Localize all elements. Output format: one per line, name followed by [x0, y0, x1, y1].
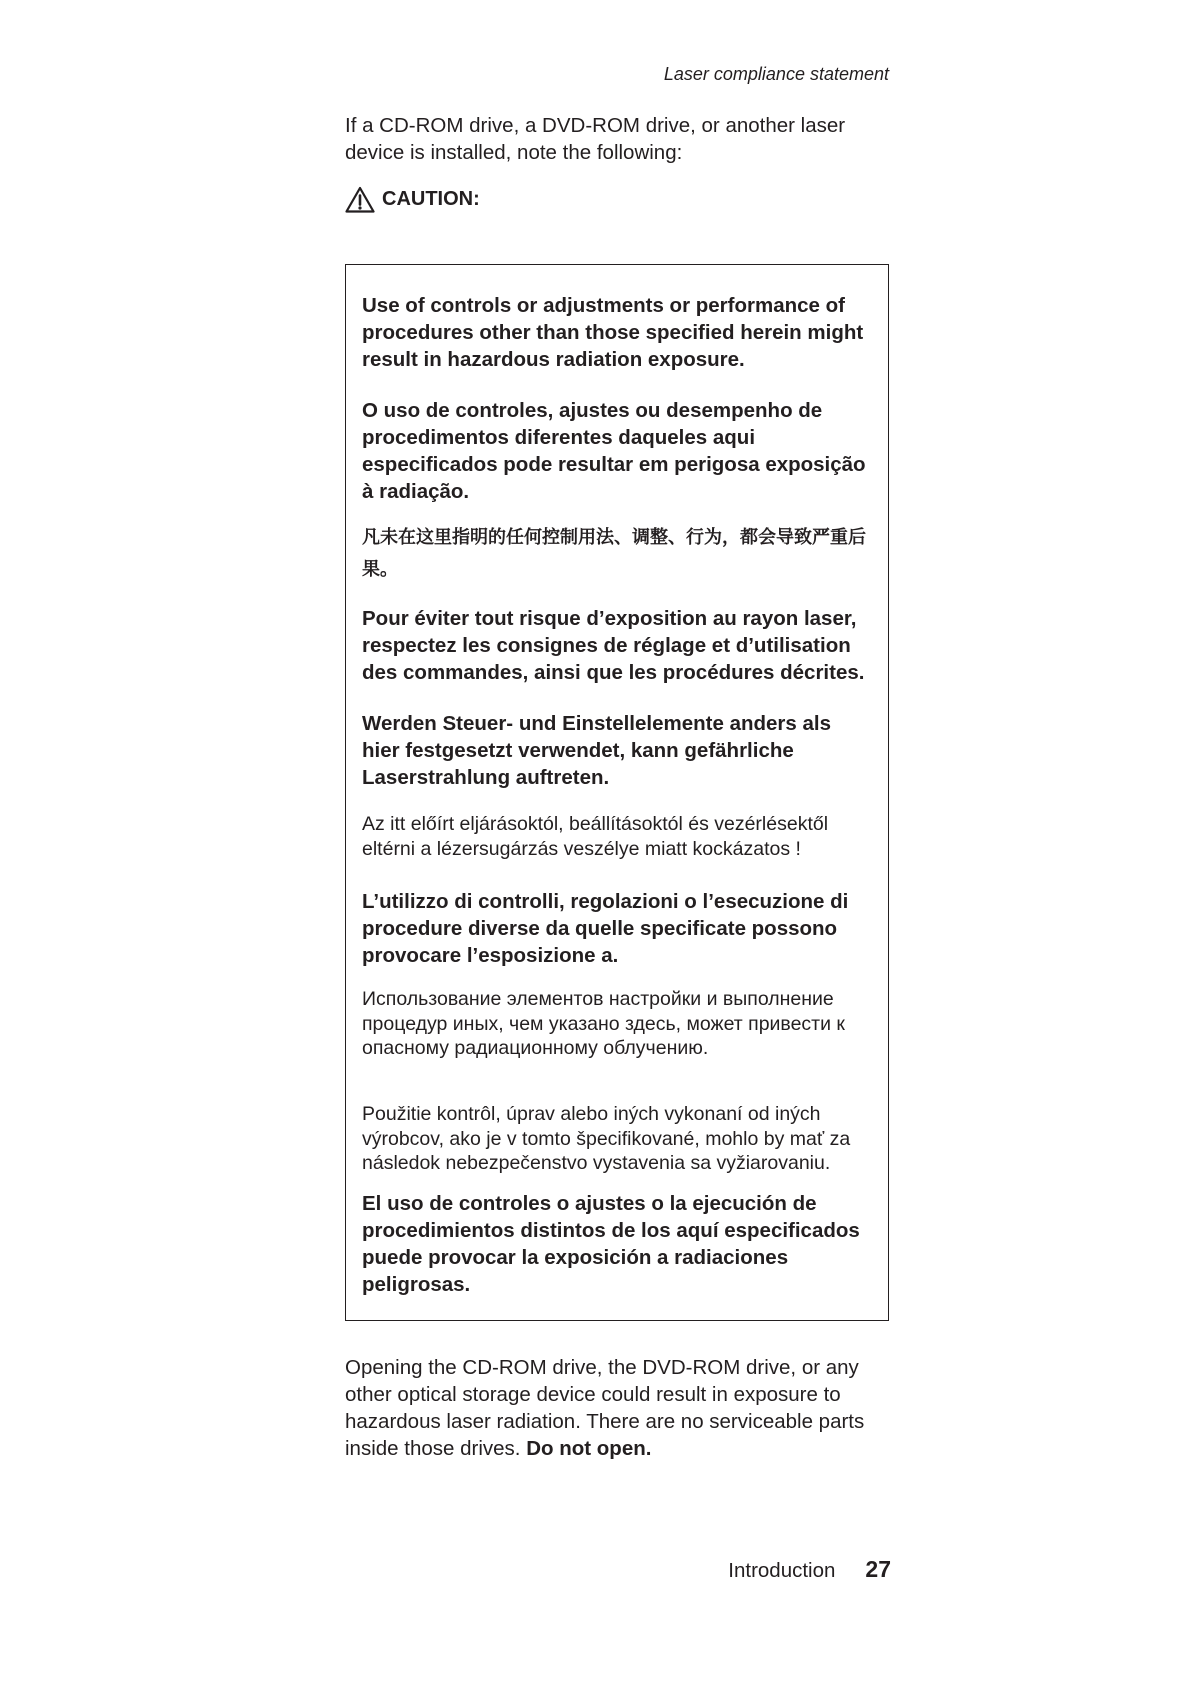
notice-english: Use of controls or adjustments or performance of procedures other than those specified herein might result in hazardous radiation exposure. [362, 294, 864, 371]
multilingual-caution-box [345, 264, 889, 1321]
notice-hungarian: Az itt előírt eljárásoktól, beállításoktól és vezérlésektől eltérni a lézersugárzás veszélye miatt kockázatos ! [362, 813, 829, 860]
notice-russian: Использование элементов настройки и выполнение процедур иных, чем указано здесь, может привести к опасному радиационному облучению. [362, 988, 845, 1059]
caution-label: CAUTION: [382, 188, 480, 210]
notice-italian: L’utilizzo di controlli, regolazioni o l’esecuzione di procedure diverse da quelle specificate possono provocare l’esposizione a. [362, 890, 849, 967]
intro-paragraph: If a CD-ROM drive, a DVD-ROM drive, or another laser device is installed, note the following: [345, 114, 846, 164]
notice-german: Werden Steuer- und Einstellelemente anders als hier festgesetzt verwendet, kann gefährliche Laserstrahlung auftreten. [362, 712, 831, 789]
closing-text: Opening the CD-ROM drive, the DVD-ROM drive, or any other optical storage device could result in exposure to hazardous laser radiation. There are no serviceable parts inside those drives. [345, 1356, 865, 1460]
caution-heading [345, 186, 480, 213]
footer-section-title: Introduction [728, 1559, 836, 1582]
do-not-open-emphasis: Do not open. [526, 1437, 652, 1460]
page-number: 27 [865, 1556, 891, 1582]
notice-spanish: El uso de controles o ajustes o la ejecución de procedimientos distintos de los aquí especificados puede provocar la exposición a radiaciones peligrosas. [362, 1192, 860, 1296]
closing-paragraph [345, 1354, 889, 1462]
running-header: Laser compliance statement [663, 64, 889, 84]
page-footer [728, 1556, 891, 1583]
notice-portuguese: O uso de controles, ajustes ou desempenho de procedimentos diferentes daqueles aqui especificados pode resultar em perigosa exposição à radiação. [362, 399, 866, 503]
notice-chinese: 凡未在这里指明的任何控制用法、调整、行为，都会导致严重后果。 [362, 527, 866, 580]
notice-french: Pour éviter tout risque d’exposition au rayon laser, respectez les consignes de réglage et d’utilisation des commandes, ainsi que les procédures décrites. [362, 607, 865, 684]
warning-triangle-icon [345, 186, 375, 213]
notice-slovak: Použitie kontrôl, úprav alebo iných vykonaní od iných výrobcov, ako je v tomto špecifikované, mohlo by mať za následok nebezpečenstvo vystavenia sa vyžiarovaniu. [362, 1103, 851, 1174]
